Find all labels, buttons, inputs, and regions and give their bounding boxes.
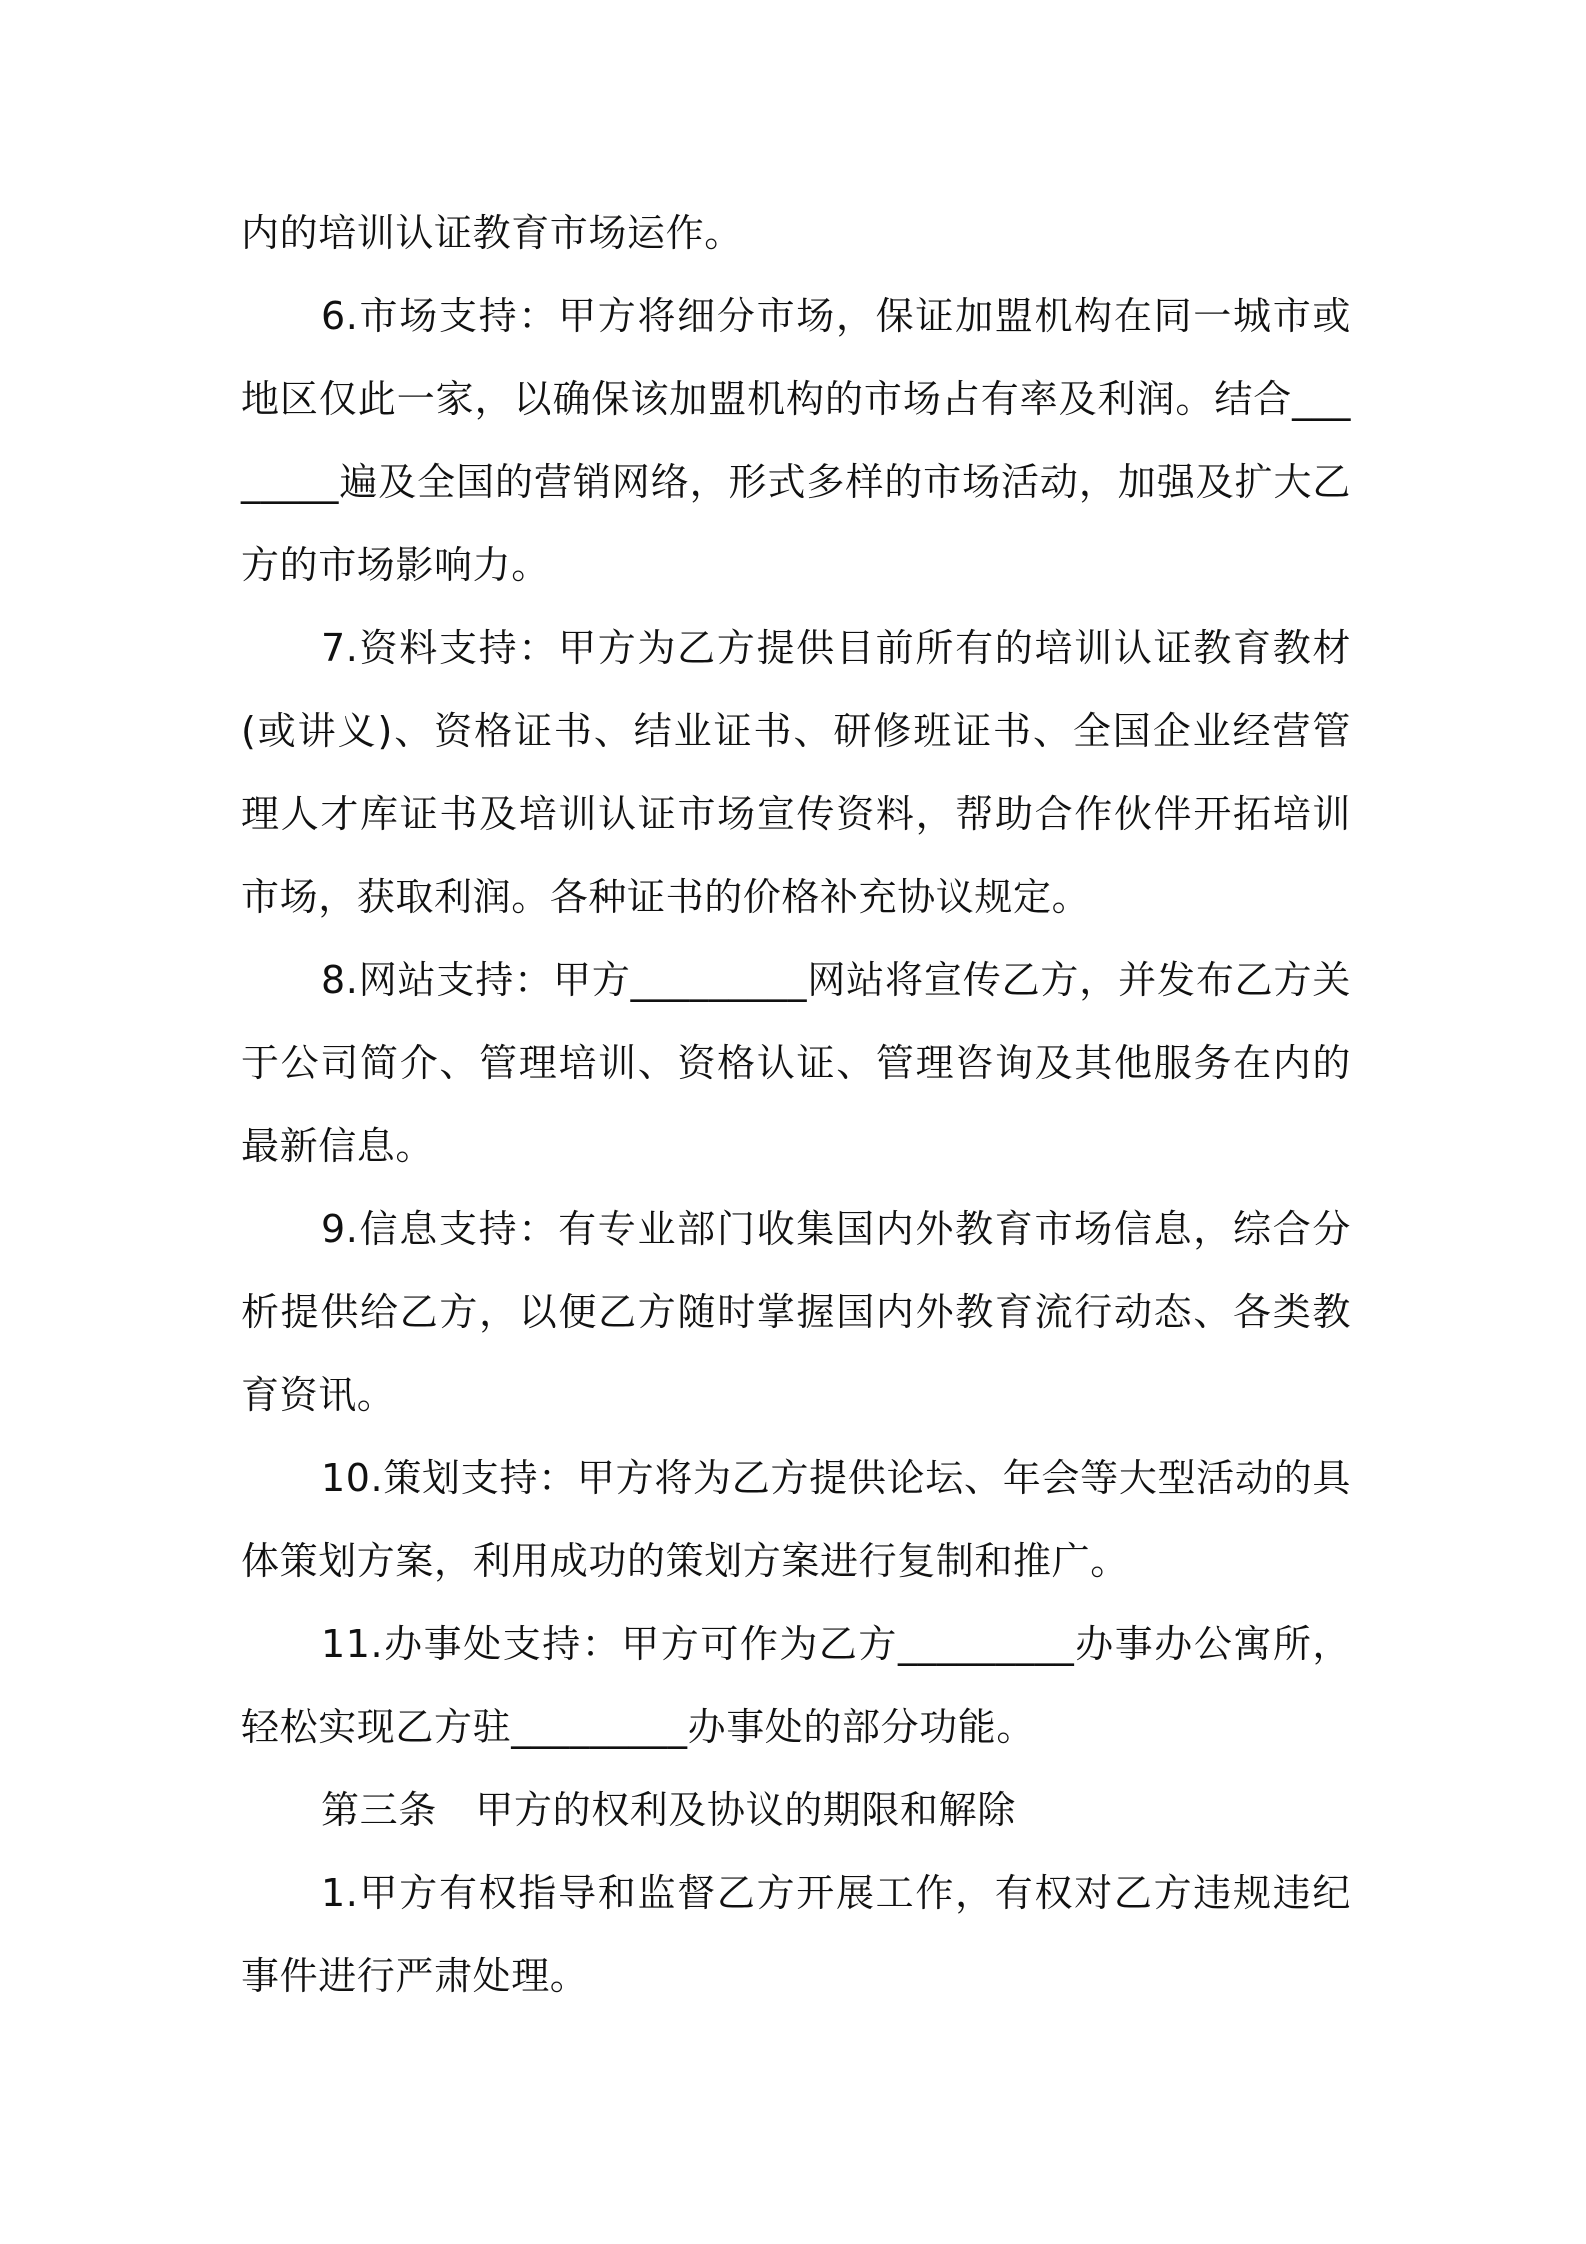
- paragraph-office-support: 11.办事处支持：甲方可作为乙方_________办事办公寓所，轻松实现乙方驻_________办事处的部分功能。: [241, 1622, 1351, 1749]
- document-body: [241, 192, 1351, 2018]
- paragraph-market-support: 6.市场支持：甲方将细分市场，保证加盟机构在同一城市或地区仅此一家，以确保该加盟机构的市场占有率及利润。结合________遍及全国的营销网络，形式多样的市场活动，加强及扩大乙方的市场影响力。: [241, 294, 1351, 587]
- paragraph-website-support: 8.网站支持：甲方_________网站将宣传乙方，并发布乙方关于公司简介、管理培训、资格认证、管理咨询及其他服务在内的最新信息。: [241, 958, 1351, 1168]
- paragraph-information-support: 9.信息支持：有专业部门收集国内外教育市场信息，综合分析提供给乙方，以便乙方随时掌握国内外教育流行动态、各类教育资讯。: [241, 1207, 1351, 1417]
- paragraph-party-a-rights: 1.甲方有权指导和监督乙方开展工作，有权对乙方违规违纪事件进行严肃处理。: [241, 1871, 1351, 1998]
- article-heading: 第三条 甲方的权利及协议的期限和解除: [321, 1788, 1016, 1832]
- paragraph-continuation: 内的培训认证教育市场运作。: [241, 211, 743, 255]
- paragraph-materials-support: 7.资料支持：甲方为乙方提供目前所有的培训认证教育教材(或讲义)、资格证书、结业证书、研修班证书、全国企业经营管理人才库证书及培训认证市场宣传资料，帮助合作伙伴开拓培训市场，获取利润。各种证书的价格补充协议规定。: [241, 626, 1351, 919]
- paragraph-planning-support: 10.策划支持：甲方将为乙方提供论坛、年会等大型活动的具体策划方案，利用成功的策划方案进行复制和推广。: [241, 1456, 1351, 1583]
